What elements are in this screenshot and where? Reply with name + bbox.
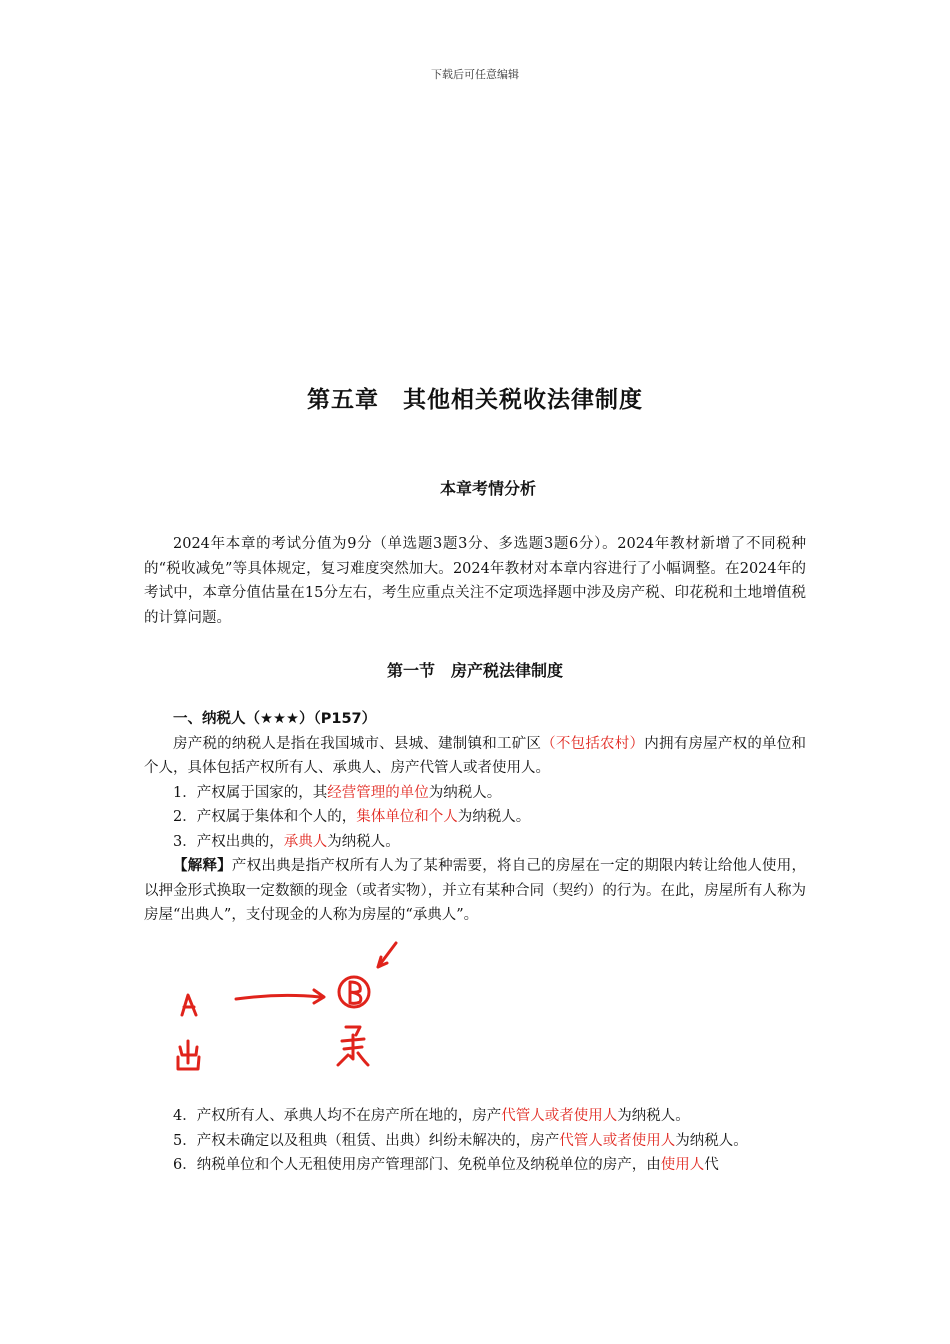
taxpayer-section xyxy=(144,707,806,928)
intro-paragraph xyxy=(144,532,806,630)
highlight-text: 代管人或者使用人 xyxy=(501,1108,618,1124)
list-item: 1．产权属于国家的，其经营管理的单位为纳税人。 xyxy=(173,784,502,801)
sketch-arrow-line xyxy=(236,995,320,999)
handwritten-sketch xyxy=(170,935,410,1075)
list-item: 6．纳税单位和个人无租使用房产管理部门、免税单位及纳税单位的房产，由使用人代 xyxy=(173,1157,719,1173)
taxpayer-definition: 房产税的纳税人是指在我国城市、县城、建制镇和工矿区（不包括农村）内拥有房屋产权的单位和个人，具体包括产权所有人、承典人、房产代管人或者使用人。 xyxy=(144,735,807,776)
page-header-note: 下载后可任意编辑 xyxy=(431,68,519,81)
highlight-text: （不包括农村） xyxy=(541,735,645,752)
highlight-text: 集体单位和个人 xyxy=(356,809,458,825)
sketch-letter-b xyxy=(350,982,361,1003)
list-item: 2．产权属于集体和个人的，集体单位和个人为纳税人。 xyxy=(173,809,531,825)
sketch-letter-a xyxy=(182,995,196,1015)
analysis-heading: 本章考情分析 xyxy=(439,479,536,498)
intro-text: 2024年本章的考试分值为9分（单选题3题3分、多选题3题6分）。2024年教材新增了不同税种的“税收减免”等具体规定，复习难度突然加大。2024年教材对本章内容进行了小幅调整。在2024年的考试中，本章分值估量在15分左右，考生应重点关注不定项选择题中涉及房产税、印花税和土地增值税的计算问题。 xyxy=(144,536,806,626)
explanation: 【解释】产权出典是指产权所有人为了某种需要，将自己的房屋在一定的期限内转让给他人使用，以押金形式换取一定数额的现金（或者实物），并立有某种合同（契约）的行为。在此，房屋所有人称为房屋“出典人”，支付现金的人称为房屋的“承典人”。 xyxy=(144,858,806,923)
taxpayer-section-continued xyxy=(144,1104,806,1178)
sketch-pointer-arrow xyxy=(378,943,396,967)
chapter-title: 第五章 其他相关税收法律制度 xyxy=(307,387,643,413)
subheading-taxpayer: 一、纳税人（★★★）（P157） xyxy=(173,711,377,727)
section-heading: 第一节 房产税法律制度 xyxy=(386,661,563,680)
highlight-text: 承典人 xyxy=(283,833,328,850)
highlight-text: 使用人 xyxy=(660,1157,705,1173)
sketch-char-chu xyxy=(178,1041,199,1069)
sketch-char-cheng xyxy=(338,1027,368,1065)
list-item: 4．产权所有人、承典人均不在房产所在地的，房产代管人或者使用人为纳税人。 xyxy=(173,1108,690,1124)
highlight-text: 代管人或者使用人 xyxy=(559,1132,676,1149)
highlight-text: 经营管理的单位 xyxy=(327,784,429,801)
list-item: 3．产权出典的，承典人为纳税人。 xyxy=(173,833,400,850)
list-item: 5．产权未确定以及租典（租赁、出典）纠纷未解决的，房产代管人或者使用人为纳税人。 xyxy=(173,1132,748,1149)
